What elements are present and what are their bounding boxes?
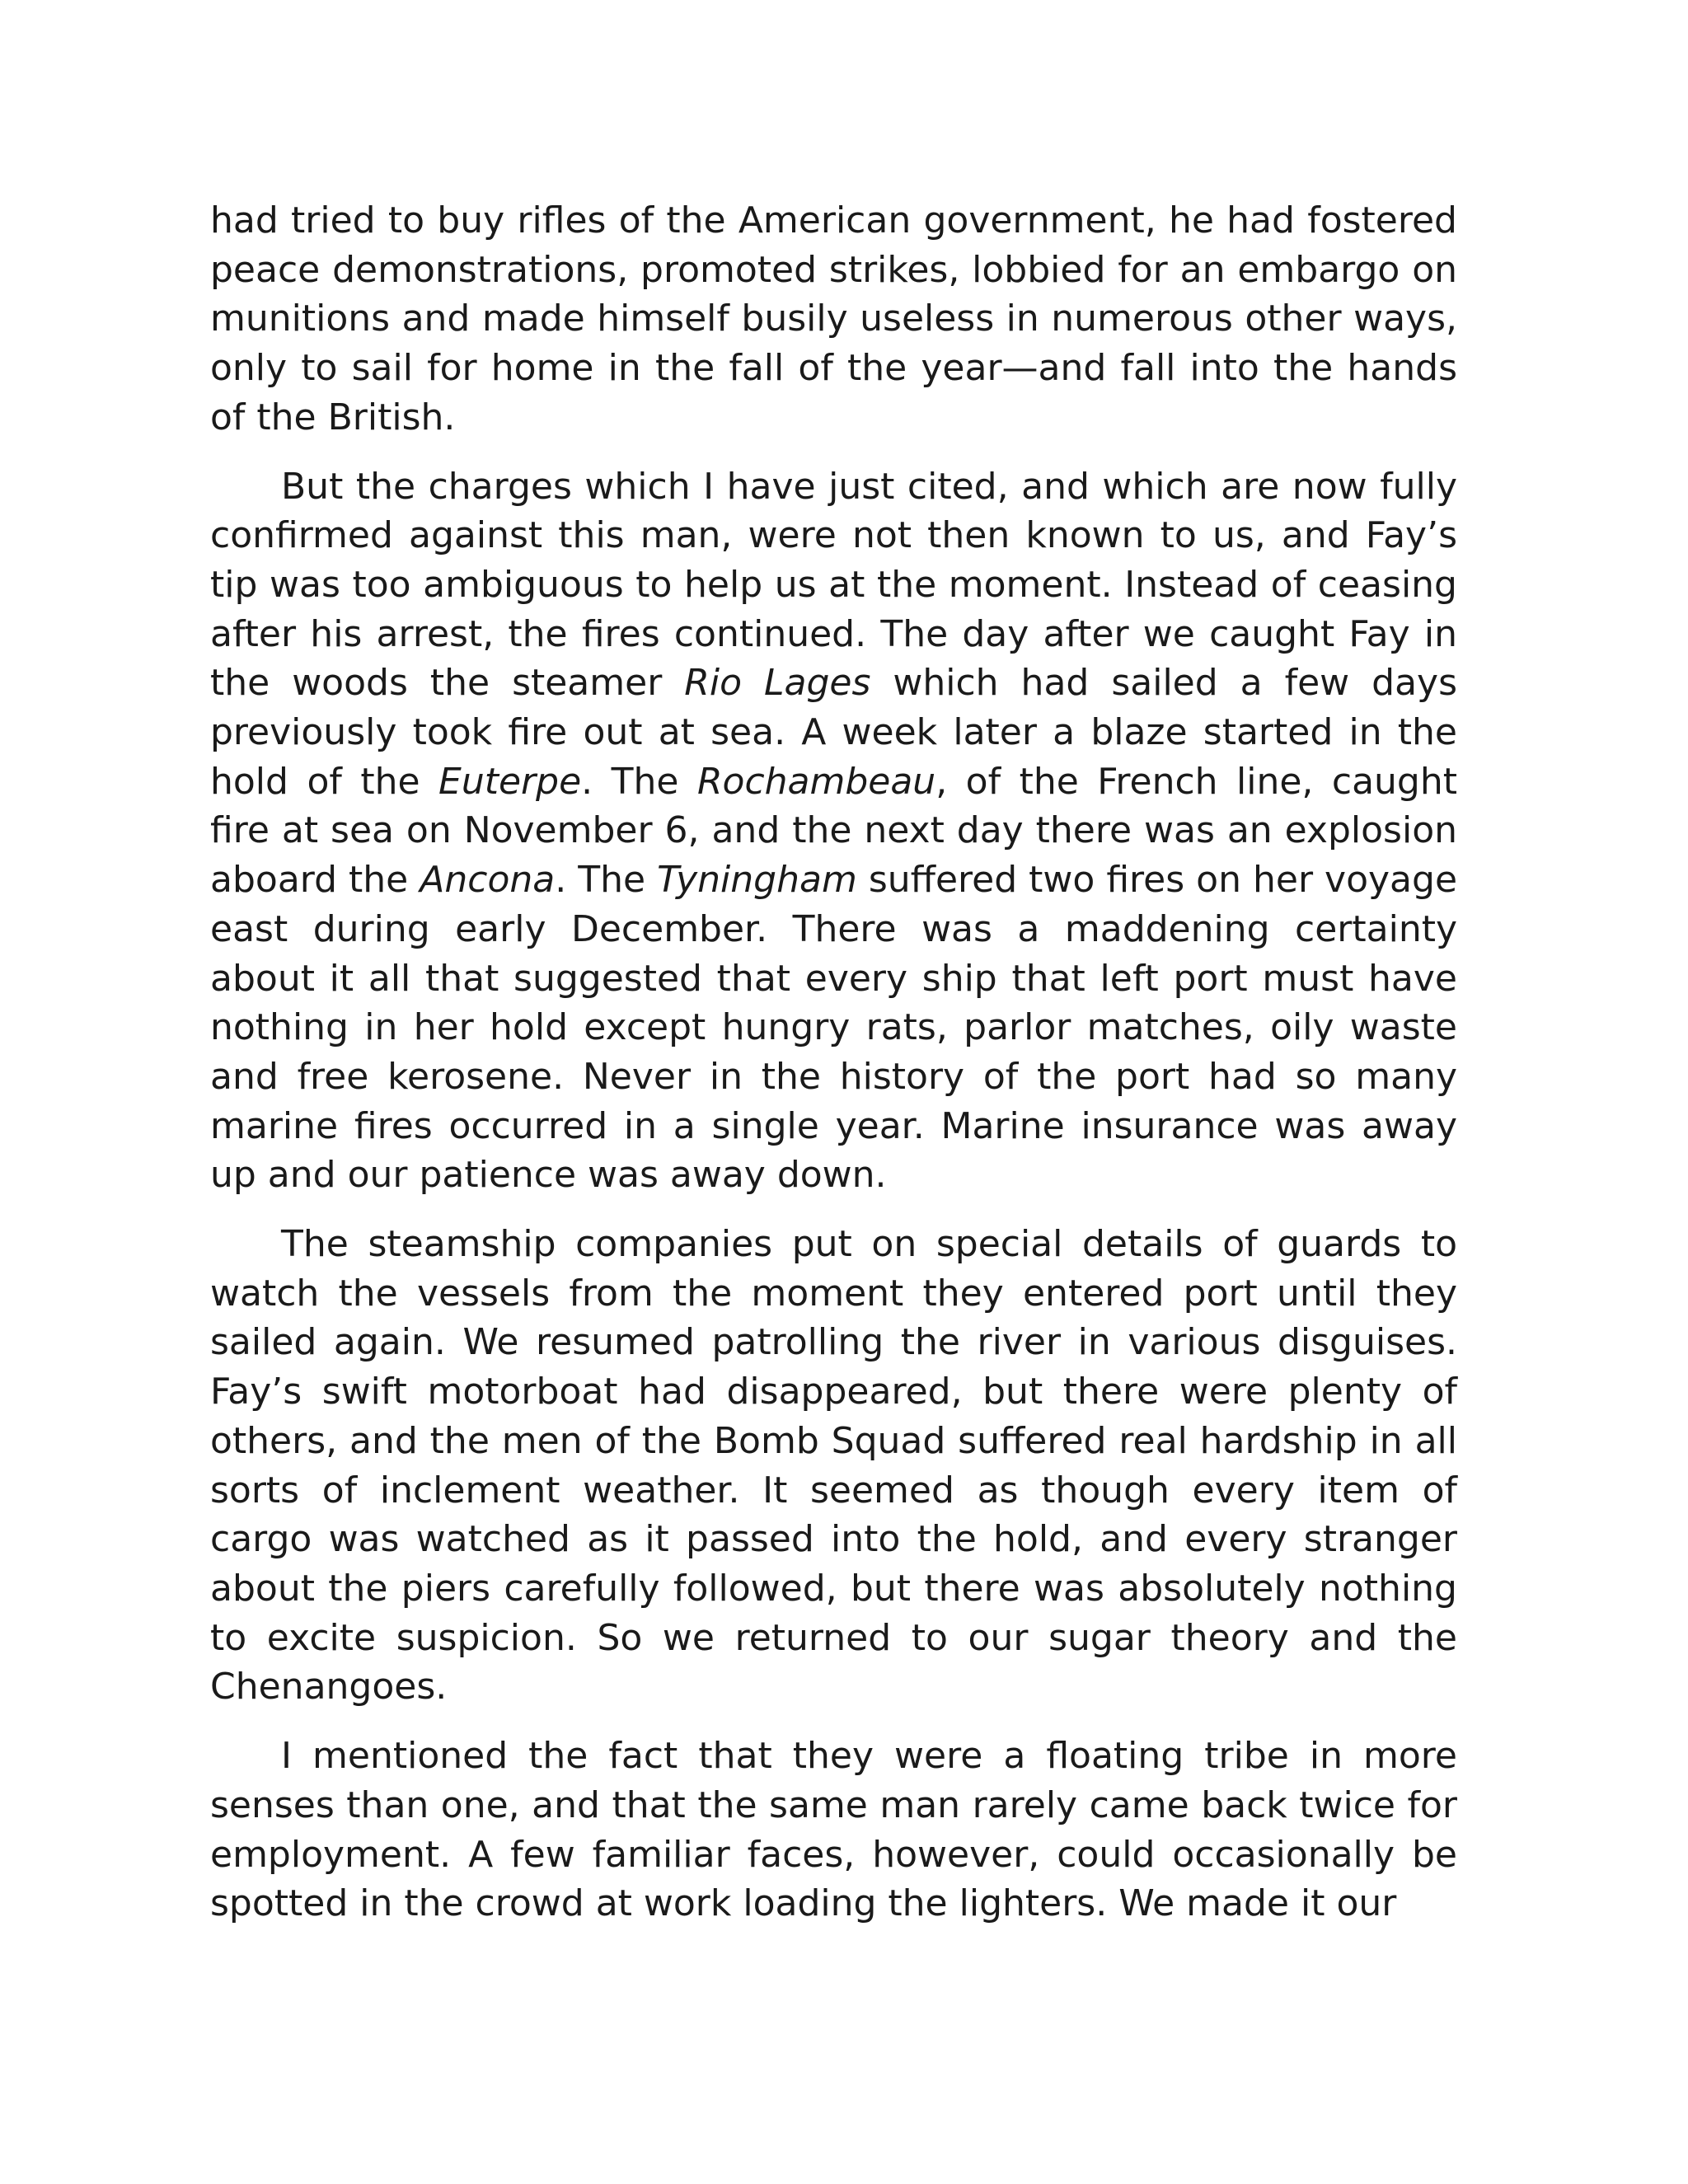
- ship-name-ancona: Ancona: [420, 859, 556, 902]
- ship-name-euterpe: Euterpe: [438, 760, 582, 803]
- paragraph-2-text: suffered two fires on her voyage east during early December. There was a maddening certainty about it all that suggested that every ship that left port must have nothing in her hold except hungry rats, parlor matches, oily waste and free kerosene. Never in the history of the port had so many marine fires occurred in a single year. Marine insurance was away up and our patience was away down.: [210, 859, 1458, 1197]
- paragraph-4: [210, 1732, 1457, 1929]
- paragraph-1: [210, 196, 1457, 443]
- paragraph-2-text: . The: [555, 859, 658, 902]
- ship-name-rio-lages: Rio Lages: [684, 662, 871, 705]
- paragraph-2-text: But the charges which I have just cited, and which are now fully confirmed against this man, were not then known to us, and Fay’s tip was too ambiguous to help us at the moment. Instead of ceasing after his arrest, the fires continued. The day after we caught Fay in the woods the steamer: [210, 465, 1457, 705]
- ship-name-tyningham: Tyningham: [657, 859, 857, 902]
- paragraph-4-text: I mentioned the fact that they were a floating tribe in more senses than one, and that the same man rarely came back twice for employment. A few familiar faces, however, could occasionally be spotted in the crowd at work loading the lighters. We made it our: [210, 1735, 1457, 1925]
- paragraph-2-text: . The: [581, 760, 697, 803]
- paragraph-2-text: , of the French line, caught fire at sea on November 6, and the next day there was an explosion aboard the: [210, 760, 1458, 902]
- paragraph-2-text: which had sailed a few days previously took fire out at sea. A week later a blaze started in the hold of the: [210, 662, 1457, 803]
- paragraph-3-text: The steamship companies put on special details of guards to watch the vessels from the moment they entered port until they sailed again. We resumed patrolling the river in various disguises. Fay’s swift motorboat had disappeared, but there were plenty of others, and the men of the Bomb Squad suffered real hardship in all sorts of inclement weather. It seemed as though every item of cargo was watched as it passed into the hold, and every stranger about the piers carefully followed, but there was absolutely nothing to excite suspicion. So we returned to our sugar theory and the Chenangoes.: [210, 1223, 1457, 1708]
- paragraph-1-text: had tried to buy rifles of the American government, he had fostered peace demonstrations, promoted strikes, lobbied for an embargo on munitions and made himself busily useless in numerous other ways, only to sail for home in the fall of the year—and fall into the hands of the British.: [210, 199, 1457, 438]
- paragraph-2: [210, 462, 1457, 1201]
- paragraph-3: [210, 1220, 1457, 1712]
- ship-name-rochambeau: Rochambeau: [696, 760, 936, 803]
- page-body: [210, 196, 1457, 1929]
